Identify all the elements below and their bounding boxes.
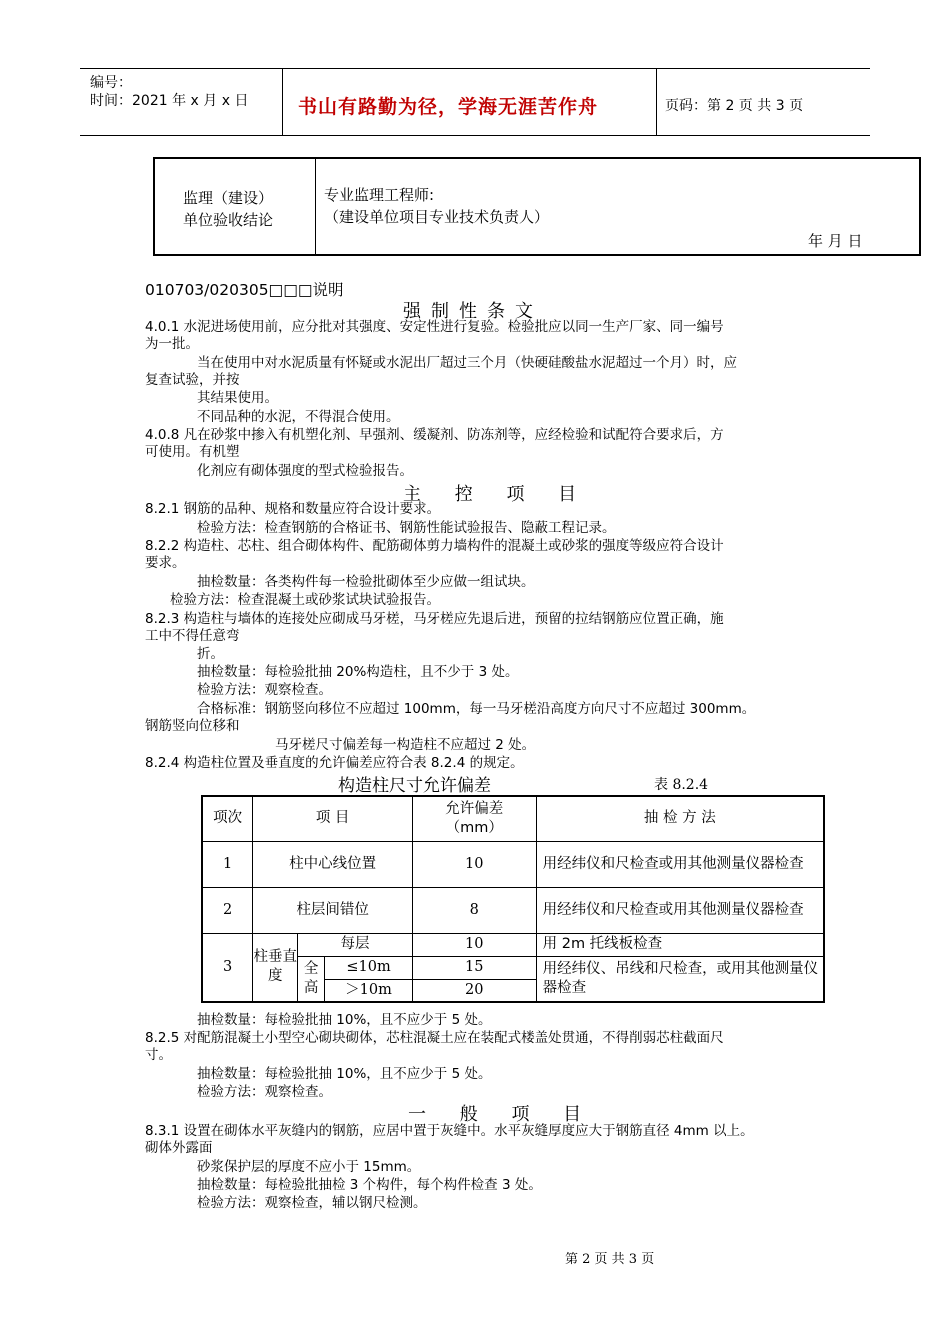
table-row xyxy=(202,841,824,887)
text-line: 工中不得任意弯 xyxy=(145,628,240,644)
header-item: 项 目 xyxy=(253,796,413,841)
text-line: 抽检数量：各类构件每一检验批砌体至少应做一组试块。 xyxy=(197,574,535,590)
text-line: 复查试验，并按 xyxy=(145,372,240,388)
signoff-left-line2: 单位验收结论 xyxy=(183,211,274,229)
row-le10m: ≤10m xyxy=(325,956,413,979)
text-line: 检验方法：观察检查，辅以钢尺检测。 xyxy=(197,1195,427,1211)
doc-time-label: 时间：2021 年 x 月 x 日 xyxy=(90,93,249,109)
header-top-rule xyxy=(80,68,870,69)
row-group-verticality: 柱垂直度 xyxy=(253,933,298,1002)
header-tolerance xyxy=(412,796,536,841)
row-item: 柱层间错位 xyxy=(253,887,413,933)
row-full-height: 全高 xyxy=(298,956,325,1002)
header-bottom-rule xyxy=(80,135,870,136)
row-gt10m: ＞10m xyxy=(325,979,413,1002)
text-line: 可使用。有机塑 xyxy=(145,444,240,460)
signoff-left-line1: 监理（建设） xyxy=(183,189,274,207)
text-line: 当在使用中对水泥质量有怀疑或水泥出厂超过三个月（快硬硅酸盐水泥超过一个月）时，应 xyxy=(197,355,737,371)
row-item: 柱中心线位置 xyxy=(253,841,413,887)
text-line: 合格标准：钢筋竖向移位不应超过 100mm，每一马牙槎沿高度方向尺寸不应超过 300mm。 xyxy=(197,701,756,717)
row-tolerance: 10 xyxy=(412,841,536,887)
text-line: 马牙槎尺寸偏差每一构造柱不应超过 2 处。 xyxy=(275,737,536,753)
row-method: 用经纬仪和尺检查或用其他测量仪器检查 xyxy=(536,841,824,887)
text-line: 4.0.1 水泥进场使用前，应分批对其强度、安定性进行复验。检验批应以同一生产厂家、同一编号 xyxy=(145,319,724,335)
signoff-owner-label: （建设单位项目专业技术负责人） xyxy=(324,208,550,226)
signoff-date: 年 月 日 xyxy=(808,232,863,250)
header-tolerance-line2: （mm） xyxy=(445,819,503,836)
header-motto: 书山有路勤为径，学海无涯苦作舟 xyxy=(298,96,599,118)
text-line: 抽检数量：每检验批抽 10%，且不应少于 5 处。 xyxy=(197,1066,492,1082)
section-general-heading: 一 般 项 目 xyxy=(408,1104,596,1125)
text-line: 抽检数量：每检验批抽检 3 个构件，每个构件检查 3 处。 xyxy=(197,1177,542,1193)
text-line: 不同品种的水泥，不得混合使用。 xyxy=(197,409,400,425)
page-indicator: 页码：第 2 页 共 3 页 xyxy=(665,98,804,114)
table-number: 表 8.2.4 xyxy=(654,777,709,793)
text-line: 砂浆保护层的厚度不应小于 15mm。 xyxy=(197,1159,421,1175)
table-row xyxy=(202,887,824,933)
tolerance-table xyxy=(201,795,825,1003)
text-line: 8.3.1 设置在砌体水平灰缝内的钢筋，应居中置于灰缝中。水平灰缝厚度应大于钢筋直径 4mm 以上。 xyxy=(145,1123,754,1139)
text-line: 抽检数量：每检验批抽 10%，且不应少于 5 处。 xyxy=(197,1012,492,1028)
row-gt10m-tolerance: 20 xyxy=(412,979,536,1002)
row-index: 3 xyxy=(202,933,253,1002)
row-method: 用经纬仪和尺检查或用其他测量仪器检查 xyxy=(536,887,824,933)
signoff-divider xyxy=(315,157,316,254)
doc-number-label: 编号： xyxy=(90,75,132,91)
row-index: 2 xyxy=(202,887,253,933)
text-line: 8.2.5 对配筋混凝土小型空心砌块砌体，芯柱混凝土应在装配式楼盖处贯通，不得削弱芯柱截面尺 xyxy=(145,1030,724,1046)
text-line: 8.2.1 钢筋的品种、规格和数量应符合设计要求。 xyxy=(145,501,441,517)
page-footer: 第 2 页 共 3 页 xyxy=(565,1252,655,1267)
text-line: 检验方法：观察检查。 xyxy=(197,682,332,698)
text-line: 寸。 xyxy=(145,1047,172,1063)
row-each-floor: 每层 xyxy=(298,933,413,956)
text-line: 钢筋竖向位移和 xyxy=(145,718,240,734)
header-method: 抽 检 方 法 xyxy=(536,796,824,841)
header-index: 项次 xyxy=(202,796,253,841)
signoff-engineer-label: 专业监理工程师: xyxy=(324,186,435,204)
header-divider-right xyxy=(656,68,657,135)
text-line: 要求。 xyxy=(145,555,186,571)
text-line: 砌体外露面 xyxy=(145,1140,213,1156)
table-header-row xyxy=(202,796,824,841)
row-each-floor-tolerance: 10 xyxy=(412,933,536,956)
header-divider-left xyxy=(282,68,283,135)
text-line: 检验方法：检查混凝土或砂浆试块试验报告。 xyxy=(170,592,440,608)
text-line: 其结果使用。 xyxy=(197,390,278,406)
doc-title: 010703/020305□□□说明 xyxy=(145,281,344,299)
row-tolerance: 8 xyxy=(412,887,536,933)
table-row xyxy=(202,933,824,956)
text-line: 化剂应有砌体强度的型式检验报告。 xyxy=(197,463,413,479)
section-mandatory-heading: 强制性条文 xyxy=(403,301,543,322)
text-line: 8.2.3 构造柱与墙体的连接处应砌成马牙槎，马牙槎应先退后进，预留的拉结钢筋应位置正确，施 xyxy=(145,611,724,627)
text-line: 抽检数量：每检验批抽 20%构造柱，且不少于 3 处。 xyxy=(197,664,519,680)
text-line: 折。 xyxy=(197,646,224,662)
text-line: 检验方法：检查钢筋的合格证书、钢筋性能试验报告、隐蔽工程记录。 xyxy=(197,520,616,536)
row-full-height-method: 用经纬仪、吊线和尺检查，或用其他测量仪器检查 xyxy=(536,956,824,1002)
text-line: 为一批。 xyxy=(145,336,199,352)
header-tolerance-line1: 允许偏差 xyxy=(445,800,504,817)
text-line: 8.2.4 构造柱位置及垂直度的允许偏差应符合表 8.2.4 的规定。 xyxy=(145,755,524,771)
row-index: 1 xyxy=(202,841,253,887)
text-line: 4.0.8 凡在砂浆中掺入有机塑化剂、早强剂、缓凝剂、防冻剂等，应经检验和试配符合要求后，方 xyxy=(145,427,724,443)
text-line: 8.2.2 构造柱、芯柱、组合砌体构件、配筋砌体剪力墙构件的混凝土或砂浆的强度等级应符合设计 xyxy=(145,538,724,554)
section-main-heading: 主 控 项 目 xyxy=(403,484,591,505)
text-line: 检验方法：观察检查。 xyxy=(197,1084,332,1100)
row-each-floor-method: 用 2m 托线板检查 xyxy=(536,933,824,956)
row-le10m-tolerance: 15 xyxy=(412,956,536,979)
table-title: 构造柱尺寸允许偏差 xyxy=(338,776,491,796)
